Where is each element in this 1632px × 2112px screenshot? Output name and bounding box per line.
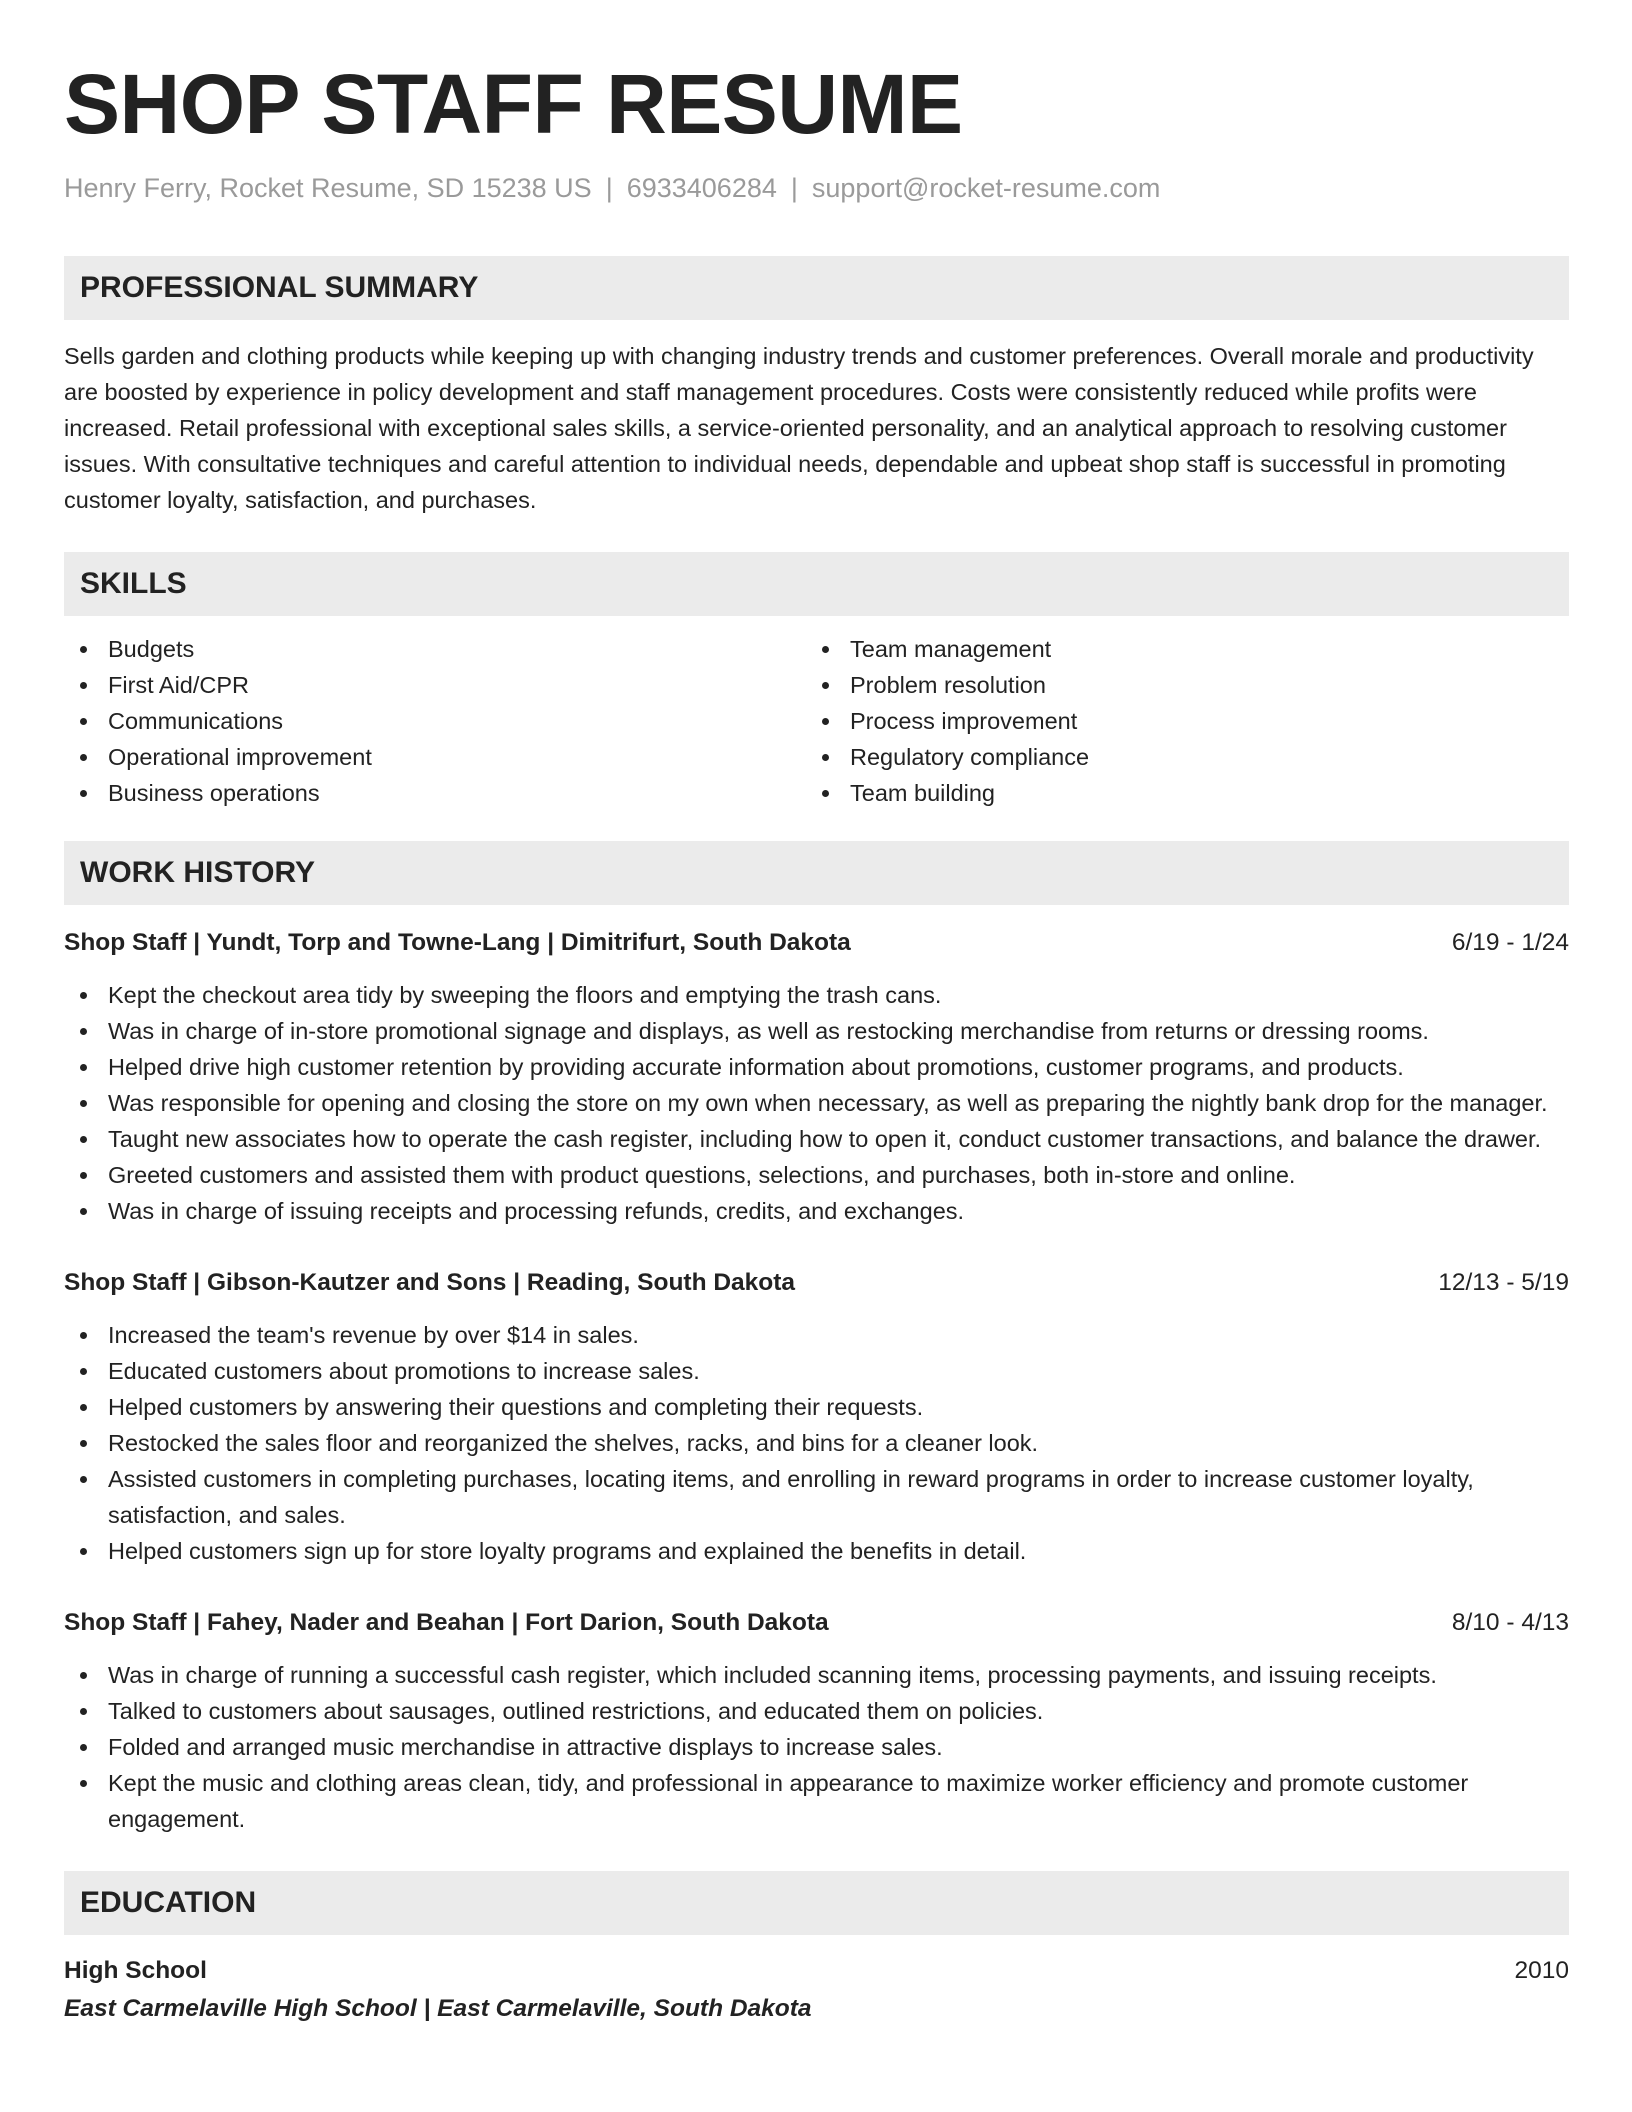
duty-item: Helped drive high customer retention by providing accurate information about promotions, customer programs, and products. — [64, 1049, 1569, 1085]
bullet-icon — [80, 790, 87, 797]
education-year: 2010 — [1514, 1957, 1569, 1984]
education-degree: High School — [64, 1957, 207, 1984]
bullet-icon — [80, 1172, 87, 1179]
skill-item: Team management — [806, 631, 1548, 667]
bullet-icon — [80, 1404, 87, 1411]
duty-item: Increased the team's revenue by over $14 in sales. — [64, 1317, 1569, 1353]
duty-item: Assisted customers in completing purchases, locating items, and enrolling in reward programs in order to increase customer loyalty, satisfaction, and sales. — [64, 1461, 1569, 1533]
duty-item: Was in charge of issuing receipts and processing refunds, credits, and exchanges. — [64, 1193, 1569, 1229]
job-dates: 12/13 - 5/19 — [1438, 1269, 1569, 1296]
skill-item: Communications — [64, 703, 806, 739]
bullet-icon — [80, 1744, 87, 1751]
bullet-icon — [80, 992, 87, 999]
bullet-icon — [822, 718, 829, 725]
job-title: Shop Staff | Fahey, Nader and Beahan | Fort Darion, South Dakota — [64, 1609, 829, 1636]
summary-text: Sells garden and clothing products while keeping up with changing industry trends and customer preferences. Overall morale and productivity are boosted by experience in policy development and staff management procedures. Costs were consistently reduced while profits were increased. Retail professional with exceptional sales skills, a service-oriented personality, and an analytical approach to resolving customer issues. With consultative techniques and careful attention to individual needs, dependable and upbeat shop staff is successful in promoting customer loyalty, satisfaction, and purchases. — [64, 343, 1534, 513]
duty-item: Was responsible for opening and closing the store on my own when necessary, as well as preparing the nightly bank drop for the manager. — [64, 1085, 1569, 1121]
duty-item: Was in charge of running a successful cash register, which included scanning items, processing payments, and issuing receipts. — [64, 1657, 1569, 1693]
skills-column-right — [806, 631, 1548, 811]
skill-item: Team building — [806, 775, 1548, 811]
contact-email: support@rocket-resume.com — [811, 173, 1161, 203]
bullet-icon — [80, 718, 87, 725]
job-entry — [64, 1265, 1569, 1569]
section-header-summary: PROFESSIONAL SUMMARY — [64, 256, 1569, 320]
education-school: East Carmelaville High School | East Carmelaville, South Dakota — [64, 1995, 812, 2022]
bullet-icon — [80, 1208, 87, 1215]
bullet-icon — [80, 1028, 87, 1035]
skill-item: Operational improvement — [64, 739, 806, 775]
job-entry — [64, 925, 1569, 1229]
duty-item: Greeted customers and assisted them with product questions, selections, and purchases, both in-store and online. — [64, 1157, 1569, 1193]
job-duties — [64, 1657, 1569, 1837]
duty-item: Taught new associates how to operate the cash register, including how to open it, conduct customer transactions, and balance the drawer. — [64, 1121, 1569, 1157]
section-header-skills: SKILLS — [64, 552, 1569, 616]
bullet-icon — [80, 1136, 87, 1143]
skill-item: Business operations — [64, 775, 806, 811]
bullet-icon — [822, 790, 829, 797]
duty-item: Kept the checkout area tidy by sweeping the floors and emptying the trash cans. — [64, 977, 1569, 1013]
job-dates: 6/19 - 1/24 — [1451, 929, 1569, 956]
bullet-icon — [80, 1548, 87, 1555]
bullet-icon — [80, 1672, 87, 1679]
job-title: Shop Staff | Yundt, Torp and Towne-Lang | Dimitrifurt, South Dakota — [64, 929, 851, 956]
bullet-icon — [80, 1780, 87, 1787]
contact-line — [64, 170, 1569, 206]
bullet-icon — [80, 1368, 87, 1375]
job-dates: 8/10 - 4/13 — [1451, 1609, 1569, 1636]
skill-item: Process improvement — [806, 703, 1548, 739]
bullet-icon — [80, 682, 87, 689]
bullet-icon — [822, 682, 829, 689]
bullet-icon — [80, 1064, 87, 1071]
resume-title: SHOP STAFF RESUME — [64, 57, 963, 151]
education-entry — [64, 1953, 1569, 1989]
job-entry — [64, 1605, 1569, 1837]
contact-phone: 6933406284 — [626, 173, 777, 203]
duty-item: Educated customers about promotions to increase sales. — [64, 1353, 1569, 1389]
contact-separator: | — [790, 173, 798, 203]
job-title: Shop Staff | Gibson-Kautzer and Sons | Reading, South Dakota — [64, 1269, 796, 1296]
job-duties — [64, 977, 1569, 1229]
bullet-icon — [822, 754, 829, 761]
job-header — [64, 925, 1569, 961]
job-header — [64, 1605, 1569, 1641]
bullet-icon — [80, 754, 87, 761]
skills-column-left — [64, 631, 806, 811]
duty-item: Was in charge of in-store promotional signage and displays, as well as restocking merchandise from returns or dressing rooms. — [64, 1013, 1569, 1049]
bullet-icon — [80, 1476, 87, 1483]
bullet-icon — [80, 646, 87, 653]
contact-address: Henry Ferry, Rocket Resume, SD 15238 US — [64, 173, 592, 203]
skills-grid — [64, 631, 1569, 811]
skill-item: Regulatory compliance — [806, 739, 1548, 775]
skill-item: Problem resolution — [806, 667, 1548, 703]
duty-item: Restocked the sales floor and reorganized the shelves, racks, and bins for a cleaner look. — [64, 1425, 1569, 1461]
bullet-icon — [822, 646, 829, 653]
duty-item: Helped customers by answering their questions and completing their requests. — [64, 1389, 1569, 1425]
bullet-icon — [80, 1440, 87, 1447]
duty-item: Kept the music and clothing areas clean, tidy, and professional in appearance to maximize worker efficiency and promote customer engagement. — [64, 1765, 1569, 1837]
bullet-icon — [80, 1100, 87, 1107]
duty-item: Helped customers sign up for store loyalty programs and explained the benefits in detail. — [64, 1533, 1569, 1569]
job-duties — [64, 1317, 1569, 1569]
contact-separator: | — [605, 173, 613, 203]
duty-item: Folded and arranged music merchandise in attractive displays to increase sales. — [64, 1729, 1569, 1765]
skill-item: Budgets — [64, 631, 806, 667]
bullet-icon — [80, 1332, 87, 1339]
bullet-icon — [80, 1708, 87, 1715]
section-header-work-history: WORK HISTORY — [64, 841, 1569, 905]
section-header-education: EDUCATION — [64, 1871, 1569, 1935]
skill-item: First Aid/CPR — [64, 667, 806, 703]
job-header — [64, 1265, 1569, 1301]
duty-item: Talked to customers about sausages, outlined restrictions, and educated them on policies. — [64, 1693, 1569, 1729]
